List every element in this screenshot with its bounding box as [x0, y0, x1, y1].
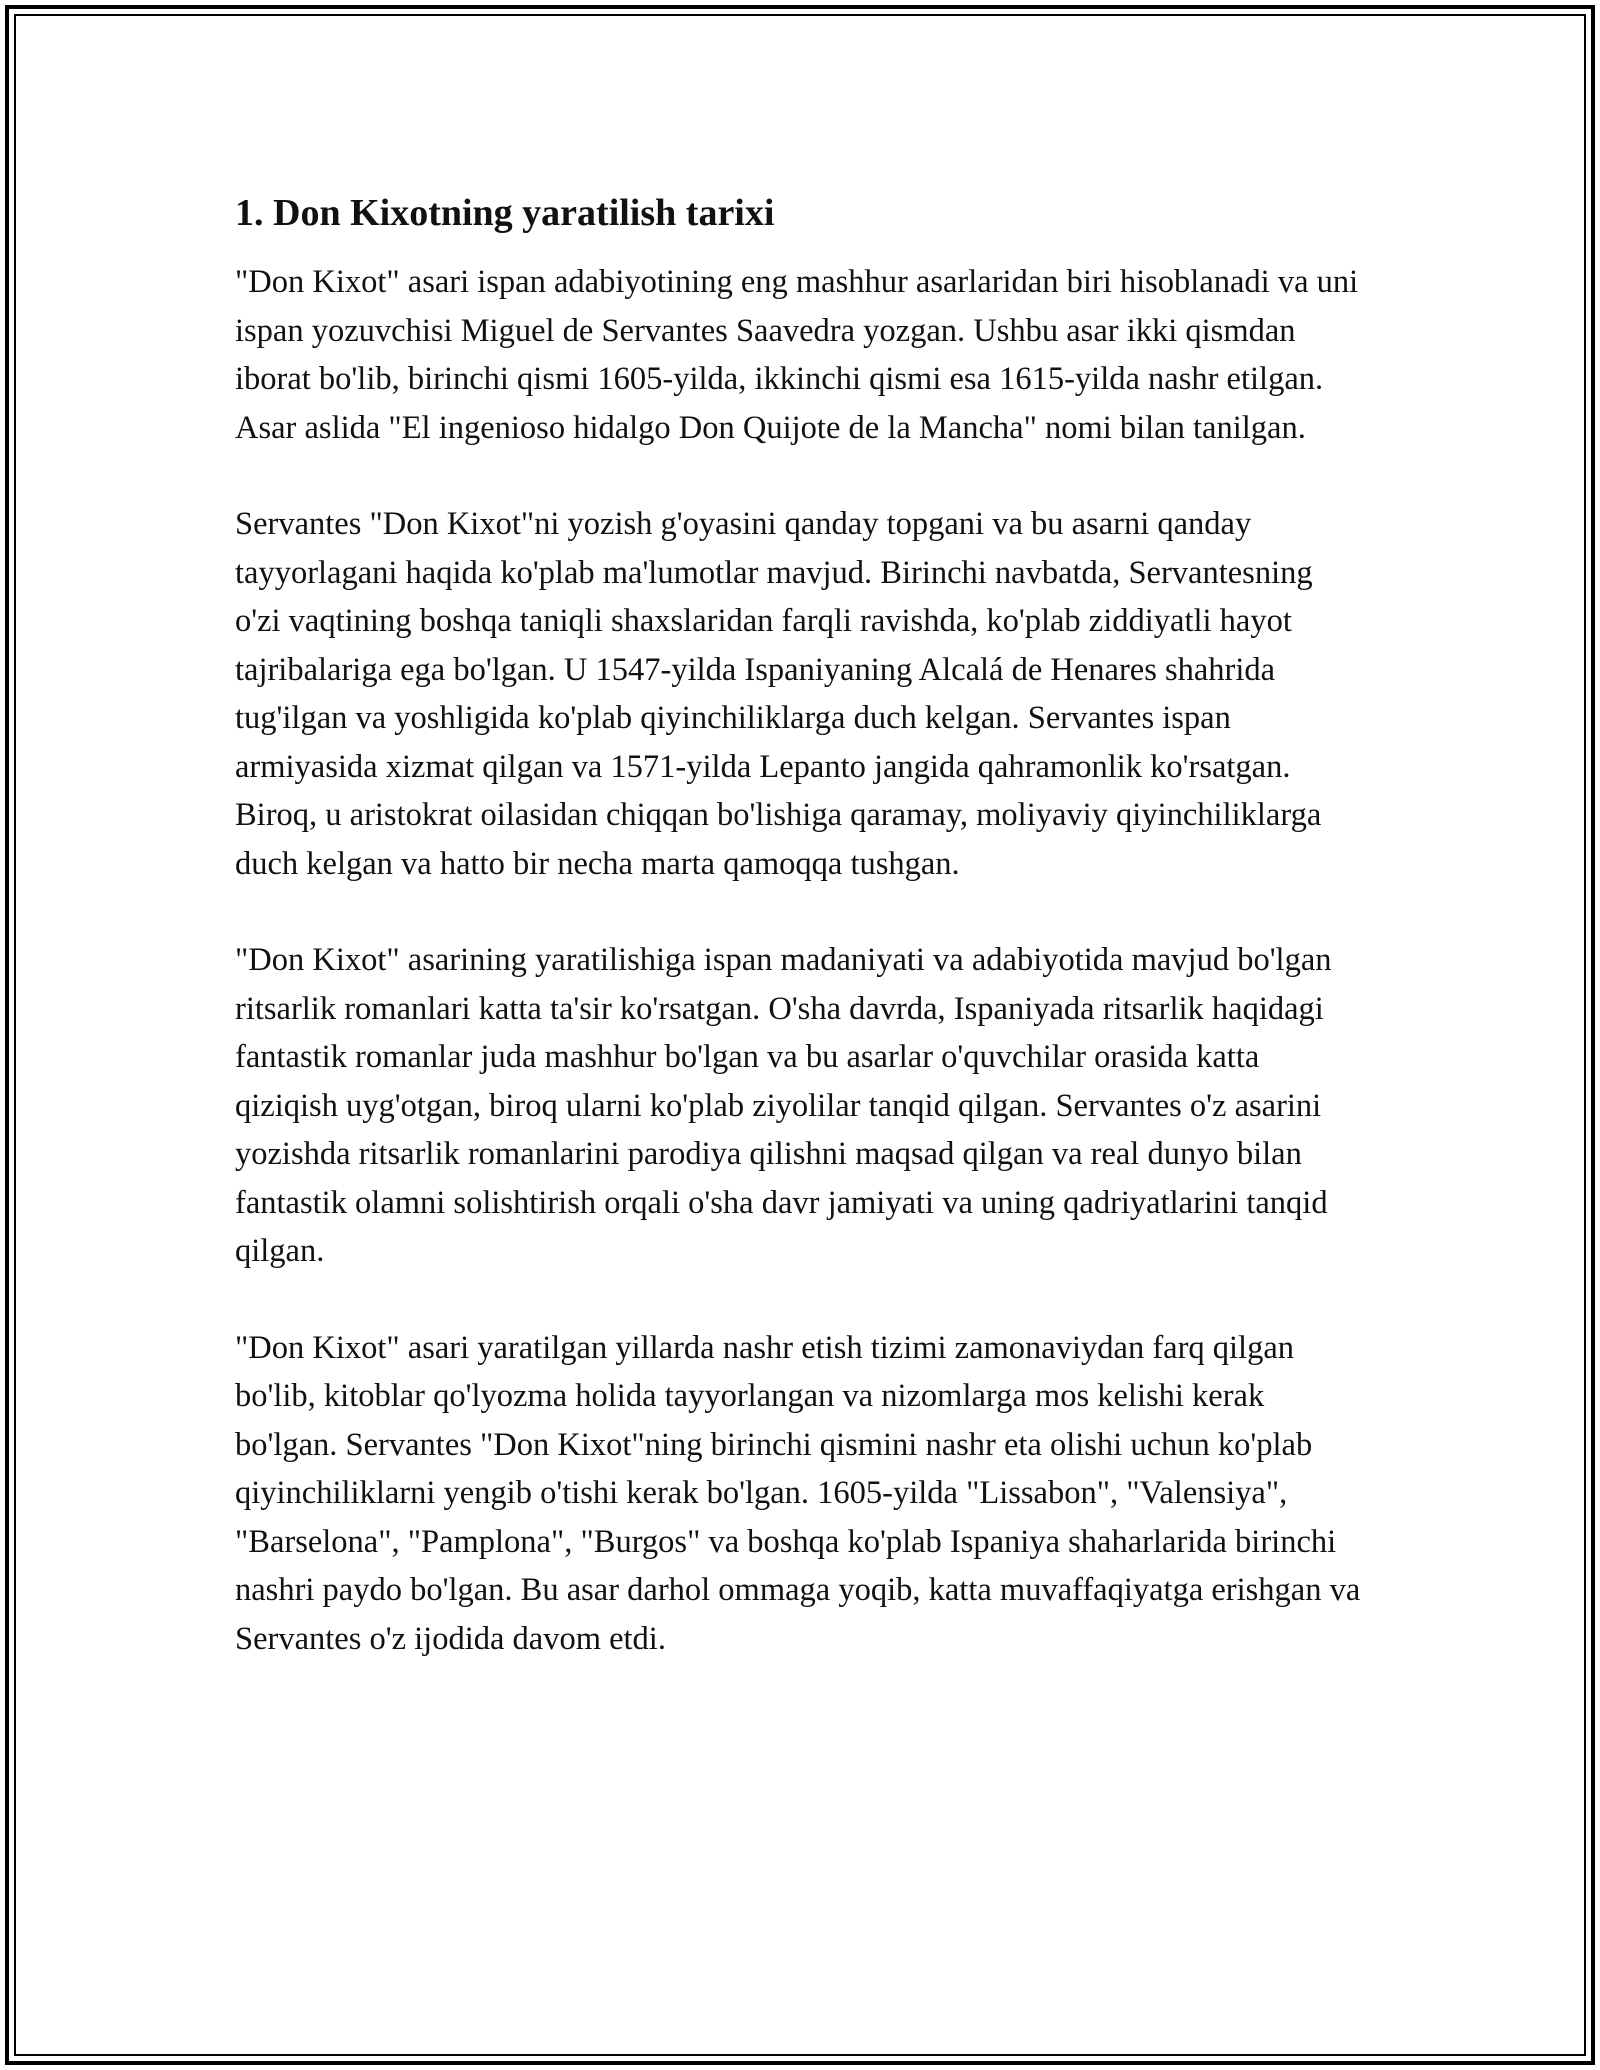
paragraph-3: "Don Kixot" asarining yaratilishiga ispan madaniyati va adabiyotida mavjud bo'lgan ritsarlik romanlari katta ta'sir ko'rsatgan. O'sha davrda, Ispaniyada ritsarlik haqidagi fantastik romanlar juda mashhur bo'lgan va bu asarlar o'quvchilar orasida katta qiziqish uyg'otgan, biroq ularni ko'plab ziyolilar tanqid qilgan. Servantes o'z asarini yozishda ritsarlik romanlarini parodiya qilishni maqsad qilgan va real dunyo bilan fantastik olamni solishtirish orqali o'sha davr jamiyati va uning qadriyatlarini tanqid qilgan. [235, 942, 1332, 1269]
paragraph-2: Servantes "Don Kixot"ni yozish g'oyasini qanday topgani va bu asarni qanday tayyorlagani haqida ko'plab ma'lumotlar mavjud. Birinchi navbatda, Servantesning o'zi vaqtining boshqa taniqli shaxslaridan farqli ravishda, ko'plab ziddiyatli hayot tajribalariga ega bo'lgan. U 1547-yilda Ispaniyaning Alcalá de Henares shahrida tug'ilgan va yoshligida ko'plab qiyinchiliklarga duch kelgan. Servantes ispan armiyasida xizmat qilgan va 1571-yilda Lepanto jangida qahramonlik ko'rsatgan. Biroq, u aristokrat oilasidan chiqqan bo'lishiga qaramay, moliyaviy qiyinchiliklarga duch kelgan va hatto bir necha marta qamoqqa tushgan. [235, 506, 1322, 882]
document-body [235, 188, 1365, 1711]
section-heading: 1. Don Kixotning yaratilish tarixi [235, 192, 775, 234]
paragraph-4: "Don Kixot" asari yaratilgan yillarda nashr etish tizimi zamonaviydan farq qilgan bo'lib, kitoblar qo'lyozma holida tayyorlangan va nizomlarga mos kelishi kerak bo'lgan. Servantes "Don Kixot"ning birinchi qismini nashr eta olishi uchun ko'plab qiyinchiliklarni yengib o'tishi kerak bo'lgan. 1605-yilda "Lissabon", "Valensiya", "Barselona", "Pamplona", "Burgos" va boshqa ko'plab Ispaniya shaharlarida birinchi nashri paydo bo'lgan. Bu asar darhol ommaga yoqib, katta muvaffaqiyatga erishgan va Servantes o'z ijodida davom etdi. [235, 1329, 1361, 1657]
paragraph-1: "Don Kixot" asari ispan adabiyotining eng mashhur asarlaridan biri hisoblanadi va uni ispan yozuvchisi Miguel de Servantes Saavedra yozgan. Ushbu asar ikki qismdan iborat bo'lib, birinchi qismi 1605-yilda, ikkinchi qismi esa 1615-yilda nashr etilgan. Asar aslida "El ingenioso hidalgo Don Quijote de la Mancha" nomi bilan tanilgan. [235, 264, 1359, 446]
